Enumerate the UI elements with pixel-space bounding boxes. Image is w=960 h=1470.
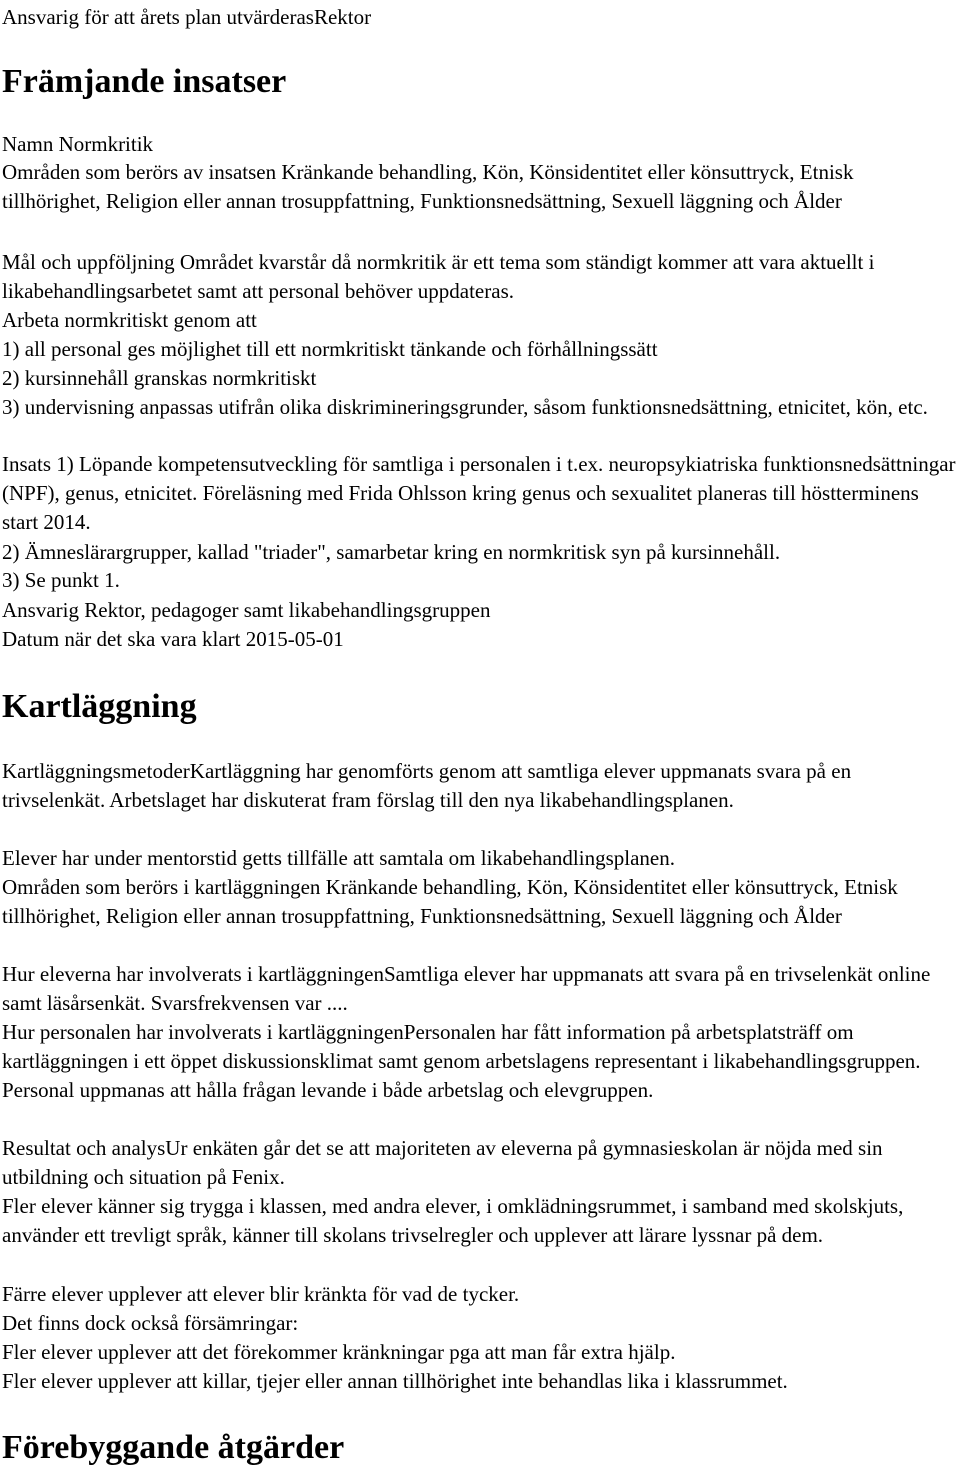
responsible-evaluation-line: Ansvarig för att årets plan utvärderasRektor (2, 5, 372, 29)
text-amneslarargrupper: 2) Ämneslärargrupper, kallad "triader", samarbetar kring en normkritisk syn på kursinnehåll. (2, 540, 781, 564)
list-item-2: 2) kursinnehåll granskas normkritiskt (2, 366, 317, 390)
text-fler-trygga: Fler elever känner sig trygga i klassen, med andra elever, i omklädningsrummet, i samband med skolskjuts, använder ett trevligt språk, känner till skolans trivselregler och upplever att lärare lyssnar på dem. (2, 1194, 904, 1247)
text-namn: Namn Normkritik (2, 132, 154, 156)
text-extra-hjalp: Fler elever upplever att det förekommer kränkningar pga att man får extra hjälp. (2, 1340, 676, 1364)
text-omraden-kartlaggningen: Områden som berörs i kartläggningen Kränkande behandling, Kön, Könsidentitet eller könsuttryck, Etnisk tillhörighet, Religion eller annan trosuppfattning, Funktionsnedsättning, Sexuell läggning och Ålder (2, 875, 898, 928)
text-behandlas-lika: Fler elever upplever att killar, tjejer eller annan tillhörighet inte behandlas lika i klassrummet. (2, 1369, 788, 1393)
text-insats: Insats 1) Löpande kompetensutveckling för samtliga i personalen i t.ex. neuropsykiatriska funktionsnedsättningar (NPF), genus, etnicitet. Föreläsning med Frida Ohlsson kring genus och sexualitet planeras till höstterminens start 2014. (2, 452, 956, 534)
text-omraden-insatsen: Områden som berörs av insatsen Kränkande behandling, Kön, Könsidentitet eller könsuttryck, Etnisk tillhörighet, Religion eller annan trosuppfattning, Funktionsnedsättning, Sexuell läggning och Ålder (2, 160, 854, 213)
text-elever-involverats: Hur eleverna har involverats i kartläggningenSamtliga elever har uppmanats att svara på en trivselenkät online samt läsårsenkät. Svarsfrekvensen var .... (2, 962, 931, 1015)
heading-forebyggande-atgarder: Förebyggande åtgärder (2, 1429, 345, 1466)
text-se-punkt: 3) Se punkt 1. (2, 568, 120, 592)
text-mal-uppfoljning: Mål och uppföljning Området kvarstår då normkritik är ett tema som ständigt kommer att vara aktuellt i likabehandlingsarbetet samt att personal behöver uppdateras. (2, 250, 875, 303)
text-forsamringar: Det finns dock också försämringar: (2, 1311, 299, 1335)
heading-framjande-insatser: Främjande insatser (2, 63, 287, 100)
heading-kartlaggning: Kartläggning (2, 688, 197, 725)
text-kartlaggningsmetoder: KartläggningsmetoderKartläggning har genomförts genom att samtliga elever uppmanats svara på en trivselenkät. Arbetslaget har diskuterat fram förslag till den nya likabehandlingsplanen. (2, 759, 852, 812)
text-datum: Datum när det ska vara klart 2015-05-01 (2, 627, 344, 651)
text-personal-involverats: Hur personalen har involverats i kartläggningenPersonalen har fått information på arbetsplatsträff om kartläggningen i ett öppet diskussionsklimat samt genom arbetslagens representant i likabehandlingsgruppen. Personal uppmanas att hålla frågan levande i både arbetslag och elevgruppen. (2, 1020, 921, 1102)
list-item-1: 1) all personal ges möjlighet till ett normkritiskt tänkande och förhållningssätt (2, 337, 658, 361)
text-mentorstid: Elever har under mentorstid getts tillfälle att samtala om likabehandlingsplanen. (2, 846, 675, 870)
text-arbeta-normkritiskt: Arbeta normkritiskt genom att (2, 308, 257, 332)
text-ansvarig: Ansvarig Rektor, pedagoger samt likabehandlingsgruppen (2, 598, 491, 622)
list-item-3: 3) undervisning anpassas utifrån olika diskrimineringsgrunder, såsom funktionsnedsättning, etnicitet, kön, etc. (2, 395, 928, 419)
text-resultat-analys: Resultat och analysUr enkäten går det se att majoriteten av eleverna på gymnasieskolan är nöjda med sin utbildning och situation på Fenix. (2, 1136, 883, 1189)
text-farre-krankta: Färre elever upplever att elever blir kränkta för vad de tycker. (2, 1282, 520, 1306)
